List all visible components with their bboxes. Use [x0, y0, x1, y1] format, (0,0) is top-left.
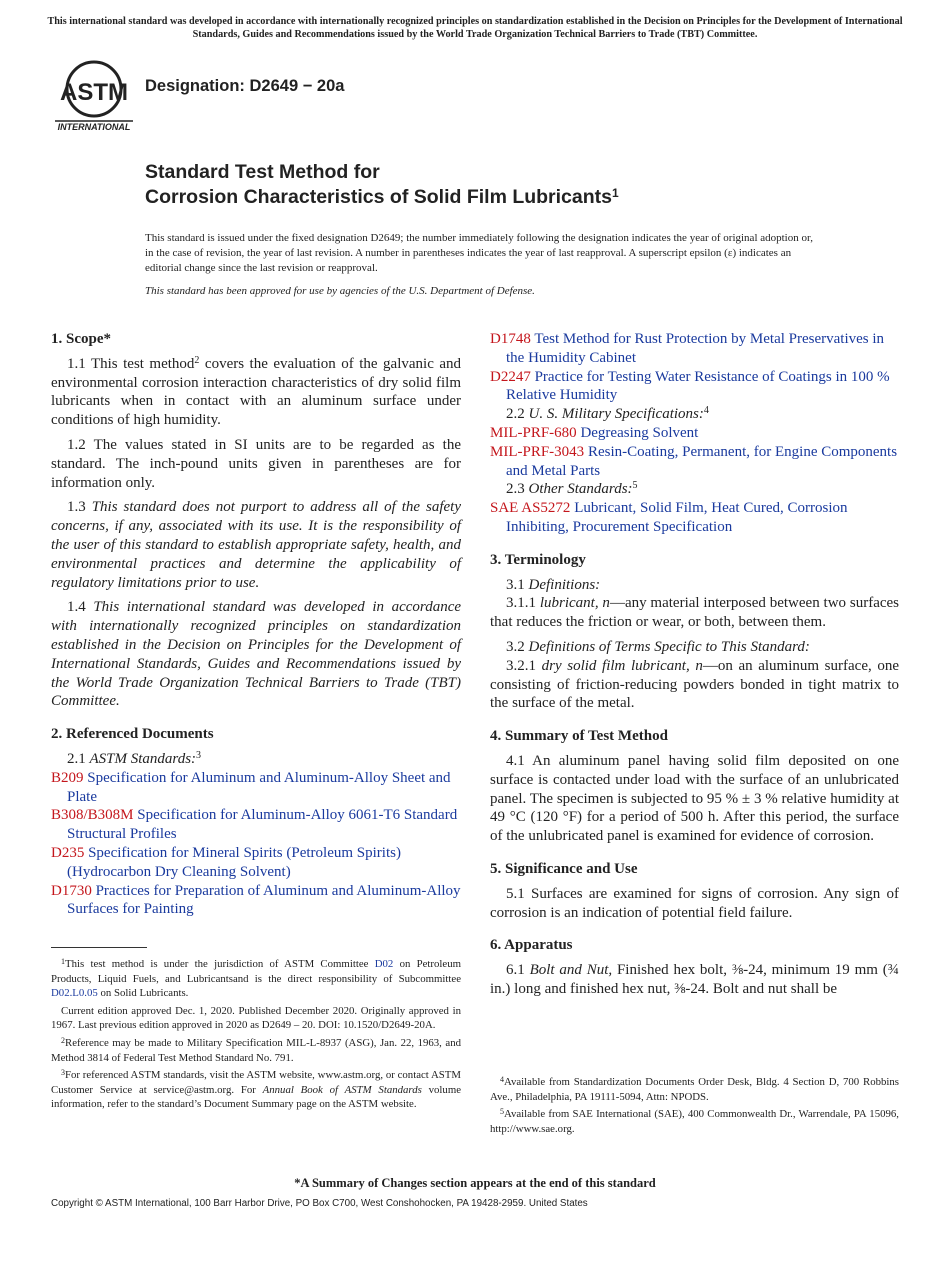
summary-of-changes-note: *A Summary of Changes section appears at the end of this standard	[294, 1176, 656, 1190]
ref-code-link[interactable]: B209	[51, 769, 84, 786]
ref-item[interactable]	[490, 424, 899, 443]
page-title	[145, 160, 619, 210]
significance-5-1: 5.1 Surfaces are examined for signs of corrosion. Any sign of corrosion is an indication of potential field failure.	[490, 885, 899, 921]
term-lubricant: 3.1.1 lubricant, n—any material interposed between two surfaces that reduces the friction or wear, or both, between them.	[490, 595, 900, 631]
ref-code-link[interactable]: D235	[51, 844, 85, 861]
logo-org-text: ASTM	[60, 79, 128, 106]
logo-sub-text: INTERNATIONAL	[57, 122, 131, 132]
left-column	[51, 330, 461, 919]
mil-specs-label: 2.2 U. S. Military Specifications:$^4$	[506, 405, 709, 423]
footnote-1: $^1$This test method is under the jurisdiction of ASTM Committee D02 on Petroleum Products, Liquid Fuels, and Lubricantsand is the direct responsibility of Subcommittee D02.L0.05 on Solid Lubricants.	[51, 957, 461, 1000]
footnote-2: $^2$Reference may be made to Military Specification MIL-L-8937 (ASG), Jan. 22, 1963, and Method 3814 of Federal Test Method Standard No. 791.	[51, 1035, 461, 1064]
ref-code-link[interactable]: D1748	[490, 331, 531, 347]
scope-1-3: 1.3 This standard does not purport to address all of the safety concerns, if any, associated with its use. It is the responsibility of the user of this standard to establish appropriate safety, health, and environmental practices and determine the applicability of regulatory limitations prior to use.	[51, 499, 462, 591]
ref-code-link[interactable]: SAE AS5272	[490, 500, 571, 517]
ref-title-link[interactable]: Practice for Testing Water Resistance of Coatings in 100 % Relative Humidity	[506, 368, 890, 404]
apparatus-6-1: 6.1 Bolt and Nut, Finished hex bolt, ⅜-24, minimum 19 mm (¾ in.) long and finished hex nut, ⅜-24. Bolt and nut shall be	[490, 962, 900, 997]
ref-title-link[interactable]: Practices for Preparation of Aluminum and Aluminum-Alloy Surfaces for Painting	[67, 882, 461, 918]
astm-logo	[53, 57, 135, 133]
ref-code-link[interactable]: MIL-PRF-3043	[490, 443, 585, 460]
ref-item[interactable]	[490, 330, 899, 368]
footnotes-left	[51, 957, 461, 1115]
specific-definitions-label: 3.2 Definitions of Terms Specific to This Standard:	[506, 638, 810, 655]
issue-note: This standard is issued under the fixed designation D2649; the number immediately following the designation indicates the year of original adoption or, in the case of revision, the year of last revision. A number in parentheses indicates the year of last reapproval. A superscript epsilon (ε) indicates an editorial change since the last revision or reapproval.	[145, 232, 813, 274]
scope-1-2: 1.2 The values stated in SI units are to be regarded as the standard. The inch-pound units given in parentheses are for information only.	[51, 436, 461, 491]
ref-title-link[interactable]: Specification for Aluminum and Aluminum-Alloy Sheet and Plate	[67, 769, 451, 805]
designation: Designation: D2649 − 20a	[145, 77, 345, 95]
ref-item[interactable]	[51, 844, 461, 882]
summary-4-1: 4.1 An aluminum panel having solid film deposited on one surface is contacted under load with the surface of an unlubricated panel. The specimen is subjected to 95 % ± 3 % relative humidity at 49 °C (120 °F) for a period of 500 h. After this period, the surface of the unlubricated panel is examined for evidence of corrosion.	[490, 752, 899, 845]
ref-code-link[interactable]: D1730	[51, 882, 92, 899]
astm-standards-label: 2.1 ASTM Standards:$^3$	[67, 749, 202, 767]
title-footnote-mark: 1	[612, 186, 619, 200]
footnote-3: $^3$For referenced ASTM standards, visit the ASTM website, www.astm.org, or contact ASTM Customer Service at service@astm.org. For Annual Book of ASTM Standards volume information, refer to the standard’s Document Summary page on the ASTM website.	[51, 1068, 462, 1111]
ref-item[interactable]	[490, 368, 899, 406]
copyright: Copyright © ASTM International, 100 Barr Harbor Drive, PO Box C700, West Conshohocken, PA 19428-2959. United States	[51, 1198, 588, 1209]
top-note: This international standard was developed in accordance with internationally recognized principles on standardization established in the Decision on Principles for the Development of International Standards, Guides and Recommendations issued by the World Trade Organization Technical Barriers to Trade (TBT) Committee.	[47, 16, 903, 40]
summary-heading: 4. Summary of Test Method	[490, 728, 668, 745]
terminology-heading: 3. Terminology	[490, 551, 586, 568]
significance-heading: 5. Significance and Use	[490, 860, 638, 877]
ref-code-link[interactable]: B308/B308M	[51, 807, 134, 824]
subcommittee-link[interactable]: D02.L0.05	[51, 987, 98, 1000]
refdocs-heading: 2. Referenced Documents	[51, 726, 214, 743]
scope-1-4: 1.4 This international standard was developed in accordance with internationally recognized principles on standardization established in the Decision on Principles for the Development of International Standards, Guides and Recommendations issued by the World Trade Organization Technical Barriers to Trade (TBT) Committee.	[51, 599, 462, 710]
title-line2: Corrosion Characteristics of Solid Film Lubricants	[145, 186, 613, 208]
term-dry-solid-film: 3.2.1 dry solid film lubricant, n—on an aluminum surface, one consisting of friction-reducing powders bonded in tight matrix to the surface of the metal.	[490, 657, 900, 712]
ref-title-link[interactable]: Specification for Aluminum-Alloy 6061-T6 Standard Structural Profiles	[67, 807, 458, 843]
title-line1: Standard Test Method for	[145, 161, 380, 183]
footnote-rule	[51, 947, 147, 948]
ref-code-link[interactable]: D2247	[490, 368, 531, 385]
footnotes-right	[490, 1075, 899, 1139]
footnote-5: $^5$Available from SAE International (SAE), 400 Commonwealth Dr., Warrendale, PA 15096, http://www.sae.org.	[490, 1107, 899, 1135]
scope-1-1: 1.1 This test method$^2$ covers the evaluation of the galvanic and environmental corrosion interaction characteristics of dry solid film lubricants when in contact with an aluminum surface under conditions of high humidity.	[51, 354, 462, 429]
footnote-4: $^4$Available from Standardization Documents Order Desk, Bldg. 4 Section D, 700 Robbins Ave., Philadelphia, PA 19111-5094, Attn: NPODS.	[490, 1075, 899, 1103]
ref-title-link[interactable]: Lubricant, Solid Film, Heat Cured, Corrosion Inhibiting, Procurement Specification	[506, 500, 848, 535]
ref-title-link[interactable]: Resin-Coating, Permanent, for Engine Components and Metal Parts	[506, 443, 898, 479]
ref-item[interactable]	[51, 806, 461, 844]
ref-code-link[interactable]: MIL-PRF-680	[490, 424, 577, 441]
ref-title-link[interactable]: Degreasing Solvent	[580, 424, 699, 441]
ref-item[interactable]	[51, 769, 461, 807]
apparatus-heading: 6. Apparatus	[490, 937, 573, 954]
ref-item[interactable]	[490, 499, 899, 537]
committee-link[interactable]: D02	[374, 958, 394, 970]
ref-item[interactable]	[490, 443, 899, 481]
ref-item[interactable]	[51, 882, 461, 920]
dod-note: This standard has been approved for use by agencies of the U.S. Department of Defense.	[145, 285, 535, 297]
scope-heading: 1. Scope*	[51, 331, 111, 347]
ref-title-link[interactable]: Test Method for Rust Protection by Metal Preservatives in the Humidity Cabinet	[506, 331, 885, 366]
definitions-label: 3.1 Definitions:	[506, 576, 601, 593]
right-column	[490, 330, 899, 999]
footnote-1-edition: Current edition approved Dec. 1, 2020. Published December 2020. Originally approved in 1967. Last previous edition approved in 2020 as D2649 – 20. DOI: 10.1520/D2649-20A.	[51, 1004, 461, 1032]
other-standards-label: 2.3 Other Standards:$^5$	[506, 480, 638, 498]
ref-title-link[interactable]: Specification for Mineral Spirits (Petroleum Spirits) (Hydrocarbon Dry Cleaning Solvent)	[67, 844, 401, 880]
